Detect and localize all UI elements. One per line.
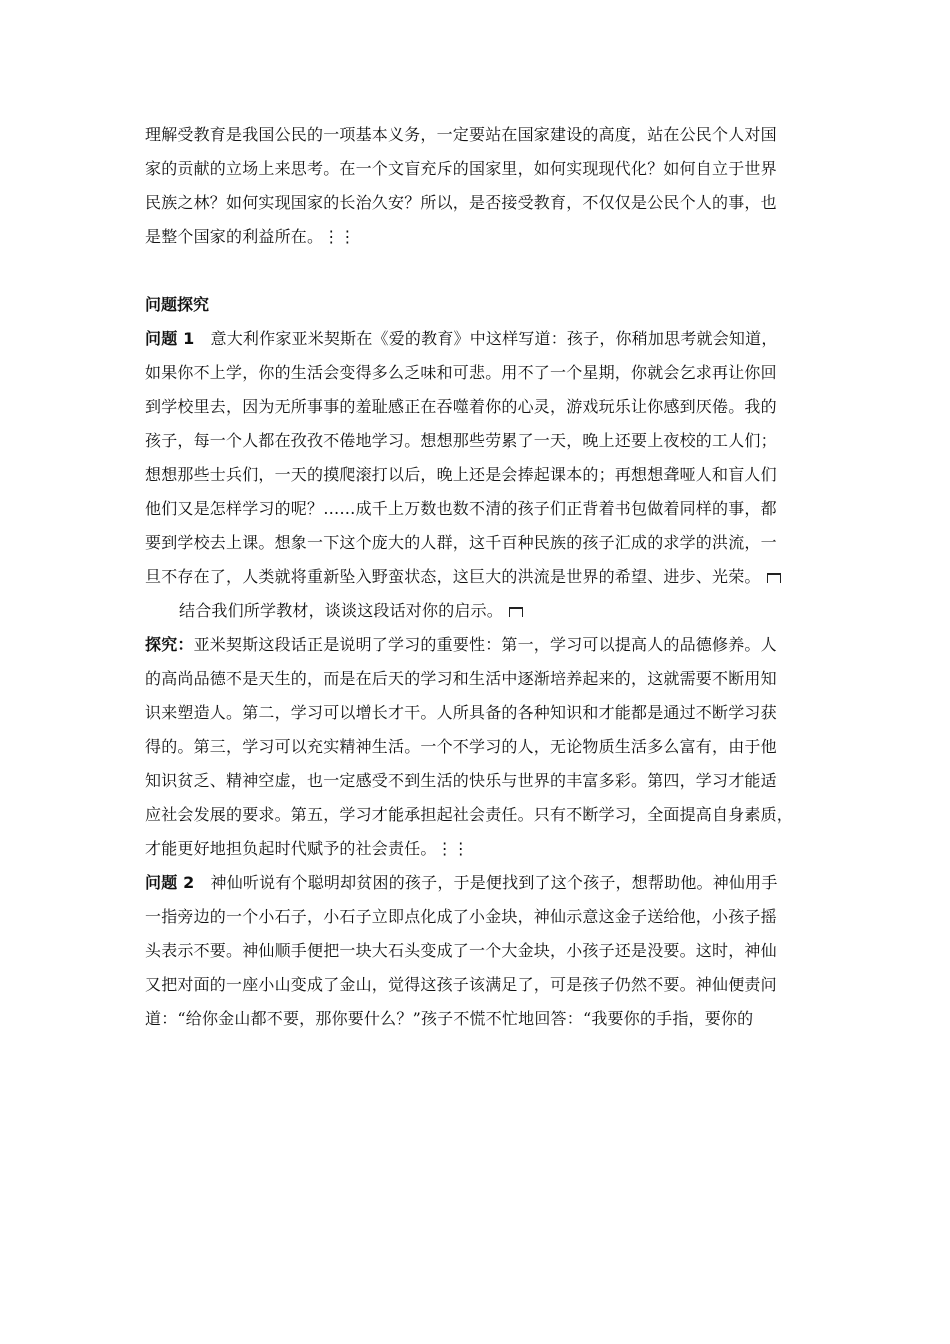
question-1-first-line [145,322,820,356]
exploration-line: 知识贫乏、精神空虚，也一定感受不到生活的快乐与世界的丰富多彩。第四，学习才能适 [145,771,777,790]
question-1-text: 旦不存在了，人类就将重新坠入野蛮状态，这巨大的洪流是世界的希望、进步、光荣。 [145,567,761,586]
exploration-line: 的高尚品德不是天生的，而是在后天的学习和生活中逐渐培养起来的，这就需要不断用知 [145,669,777,688]
intro-paragraph [145,118,820,254]
question-1-last-line [145,560,820,594]
question-1-text: 意大利作家亚米契斯在《爱的教育》中这样写道：孩子，你稍加思考就会知道， [210,329,778,348]
exploration-answer [145,628,820,866]
question-1-line: 孩子，每一个人都在孜孜不倦地学习。想想那些劳累了一天，晚上还要上夜校的工人们； [145,431,777,450]
question-1-line: 想想那些士兵们，一天的摸爬滚打以后，晚上还是会捧起课本的；再想想聋哑人和盲人们 [145,465,777,484]
intro-line: 是整个国家的利益所在。⋮⋮ [145,227,356,246]
question-2-line: 道：“给你金山都不要，那你要什么？”孩子不慌不忙地回答：“我要你的手指，要你的 [145,1009,754,1028]
exploration-first-line [145,628,820,662]
bracket-mark-icon [509,607,523,617]
question-2-line: 又把对面的一座小山变成了金山，觉得这孩子该满足了，可是孩子仍然不要。神仙便责问 [145,975,777,994]
question-1-prompt-text: 结合我们所学教材，谈谈这段话对你的启示。 [179,601,504,620]
bracket-mark-icon [767,573,781,583]
question-1-line: 要到学校去上课。想象一下这个庞大的人群，这千百种民族的孩子汇成的求学的洪流，一 [145,533,777,552]
exploration-line: 应社会发展的要求。第五，学习才能承担起社会责任。只有不断学习，全面提高自身素质， [145,805,794,824]
exploration-line: 得的。第三，学习可以充实精神生活。一个不学习的人，无论物质生活多么富有，由于他 [145,737,777,756]
question-1-line: 他们又是怎样学习的呢？……成千上万数也数不清的孩子们正背着书包做着同样的事，都 [145,499,777,518]
document-body [145,118,820,1036]
question-2-first-line [145,866,820,900]
intro-line: 民族之林？如何实现国家的长治久安？所以，是否接受教育，不仅仅是公民个人的事，也 [145,193,777,212]
question-2-line: 头表示不要。神仙顺手便把一块大石头变成了一个大金块，小孩子还是没要。这时，神仙 [145,941,777,960]
question-2-text: 神仙听说有个聪明却贫困的孩子，于是便找到了这个孩子，想帮助他。神仙用手 [210,873,778,892]
exploration-line: 才能更好地担负起时代赋予的社会责任。⋮⋮ [145,839,470,858]
section-spacer [145,254,820,288]
question-1-line: 到学校里去，因为无所事事的羞耻感正在吞噬着你的心灵，游戏玩乐让你感到厌倦。我的 [145,397,777,416]
question-1-line: 如果你不上学，你的生活会变得多么乏味和可悲。用不了一个星期，你就会乞求再让你回 [145,363,777,382]
intro-line: 理解受教育是我国公民的一项基本义务，一定要站在国家建设的高度，站在公民个人对国 [145,125,777,144]
question-2-label: 问题 2 [145,873,195,892]
exploration-label: 探究： [145,635,194,654]
exploration-line: 识来塑造人。第二，学习可以增长才干。人所具备的各种知识和才能都是通过不断学习获 [145,703,777,722]
question-1 [145,322,820,628]
intro-line: 家的贡献的立场上来思考。在一个文盲充斥的国家里，如何实现现代化？如何自立于世界 [145,159,777,178]
question-2 [145,866,820,1036]
question-1-prompt [145,594,820,628]
question-1-label: 问题 1 [145,329,195,348]
exploration-text: 亚米契斯这段话正是说明了学习的重要性：第一，学习可以提高人的品德修养。人 [193,635,777,654]
question-2-line: 一指旁边的一个小石子，小石子立即点化成了小金块，神仙示意这金子送给他，小孩子摇 [145,907,777,926]
section-heading: 问题探究 [145,295,210,314]
